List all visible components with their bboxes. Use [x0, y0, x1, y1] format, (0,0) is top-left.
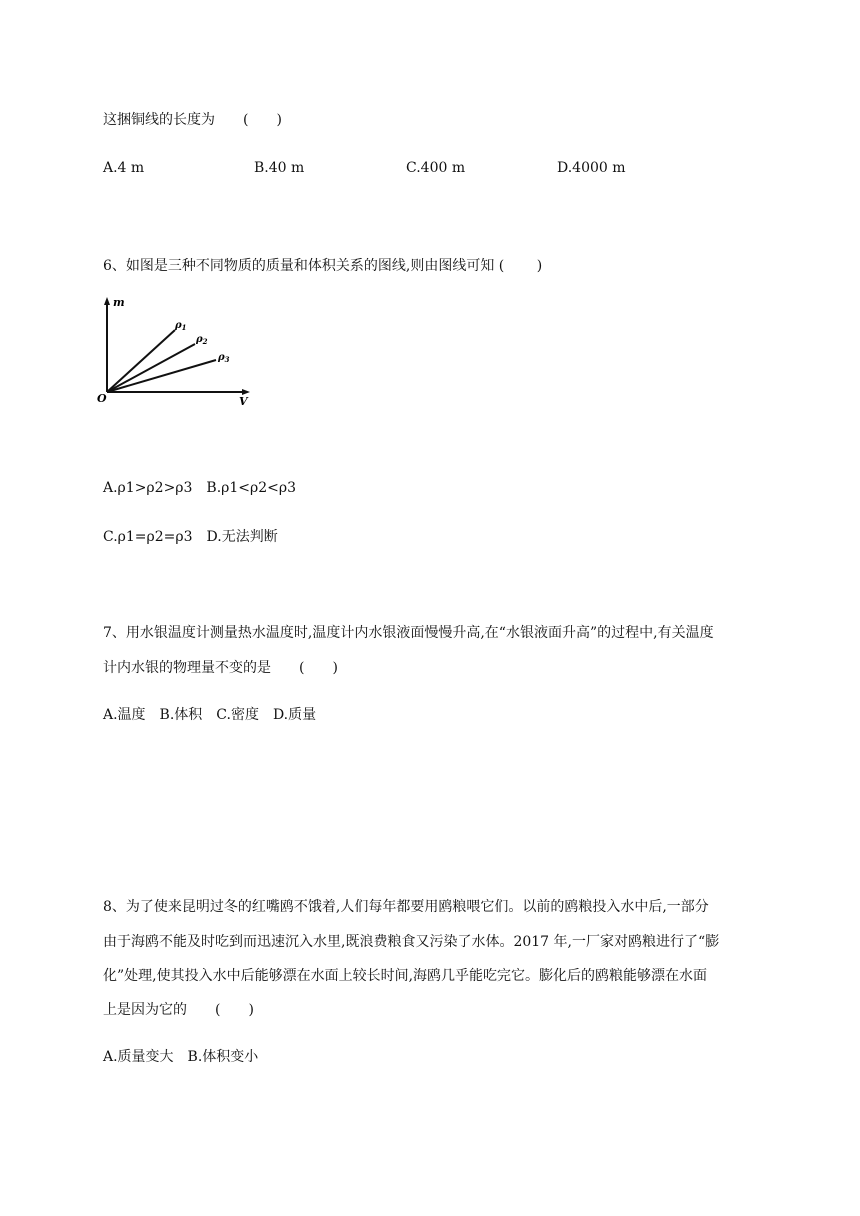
q8-options: A.质量变大 B.体积变小 [103, 1049, 259, 1065]
question-8-stem-line-3: 化”处理,使其投入水中后能够漂在水面上较长时间,海鸥几乎能吃完它。膨化后的鸥粮能够漂在水面 [103, 968, 708, 984]
question-8-stem-line-1: 8、为了使来昆明过冬的红嘴鸥不饿着,人们每年都要用鸥粮喂它们。以前的鸥粮投入水中后,一部分 [103, 899, 709, 915]
rho3-label: $\rho_3$ [218, 352, 230, 364]
q5-option-a: A.4 m [103, 160, 145, 176]
q5-option-b: B.40 m [254, 160, 305, 176]
question-5-stem: 这捆铜线的长度为 ( ) [103, 112, 282, 128]
q6-options-line-1: A.ρ1>ρ2>ρ3 B.ρ1<ρ2<ρ3 [103, 480, 297, 496]
q5-option-c: C.400 m [406, 160, 466, 176]
question-7-stem-line-1: 7、用水银温度计测量热水温度时,温度计内水银液面慢慢升高,在“水银液面升高”的过程中,有关温度 [103, 625, 714, 641]
question-8-stem-line-2: 由于海鸥不能及时吃到而迅速沉入水里,既浪费粮食又污染了水体。2017 年,一厂家对鸥粮进行了“膨 [103, 934, 720, 950]
y-axis-arrow [104, 297, 110, 305]
q5-option-d: D.4000 m [557, 160, 626, 176]
mass-volume-graph [96, 292, 256, 408]
q7-options: A.温度 B.体积 C.密度 D.质量 [103, 707, 317, 723]
rho2-label: $\rho_2$ [196, 334, 208, 346]
x-axis-label: V [239, 395, 248, 408]
question-7-stem-line-2: 计内水银的物理量不变的是 ( ) [103, 660, 338, 676]
y-axis-label: m [113, 296, 125, 309]
question-6-stem: 6、如图是三种不同物质的质量和体积关系的图线,则由图线可知 ( ) [103, 258, 543, 274]
question-8-stem-line-4: 上是因为它的 ( ) [103, 1002, 254, 1018]
origin-label: O [97, 392, 107, 405]
rho1-label: $\rho_1$ [175, 320, 187, 332]
q6-options-line-2: C.ρ1=ρ2=ρ3 D.无法判断 [103, 529, 278, 545]
